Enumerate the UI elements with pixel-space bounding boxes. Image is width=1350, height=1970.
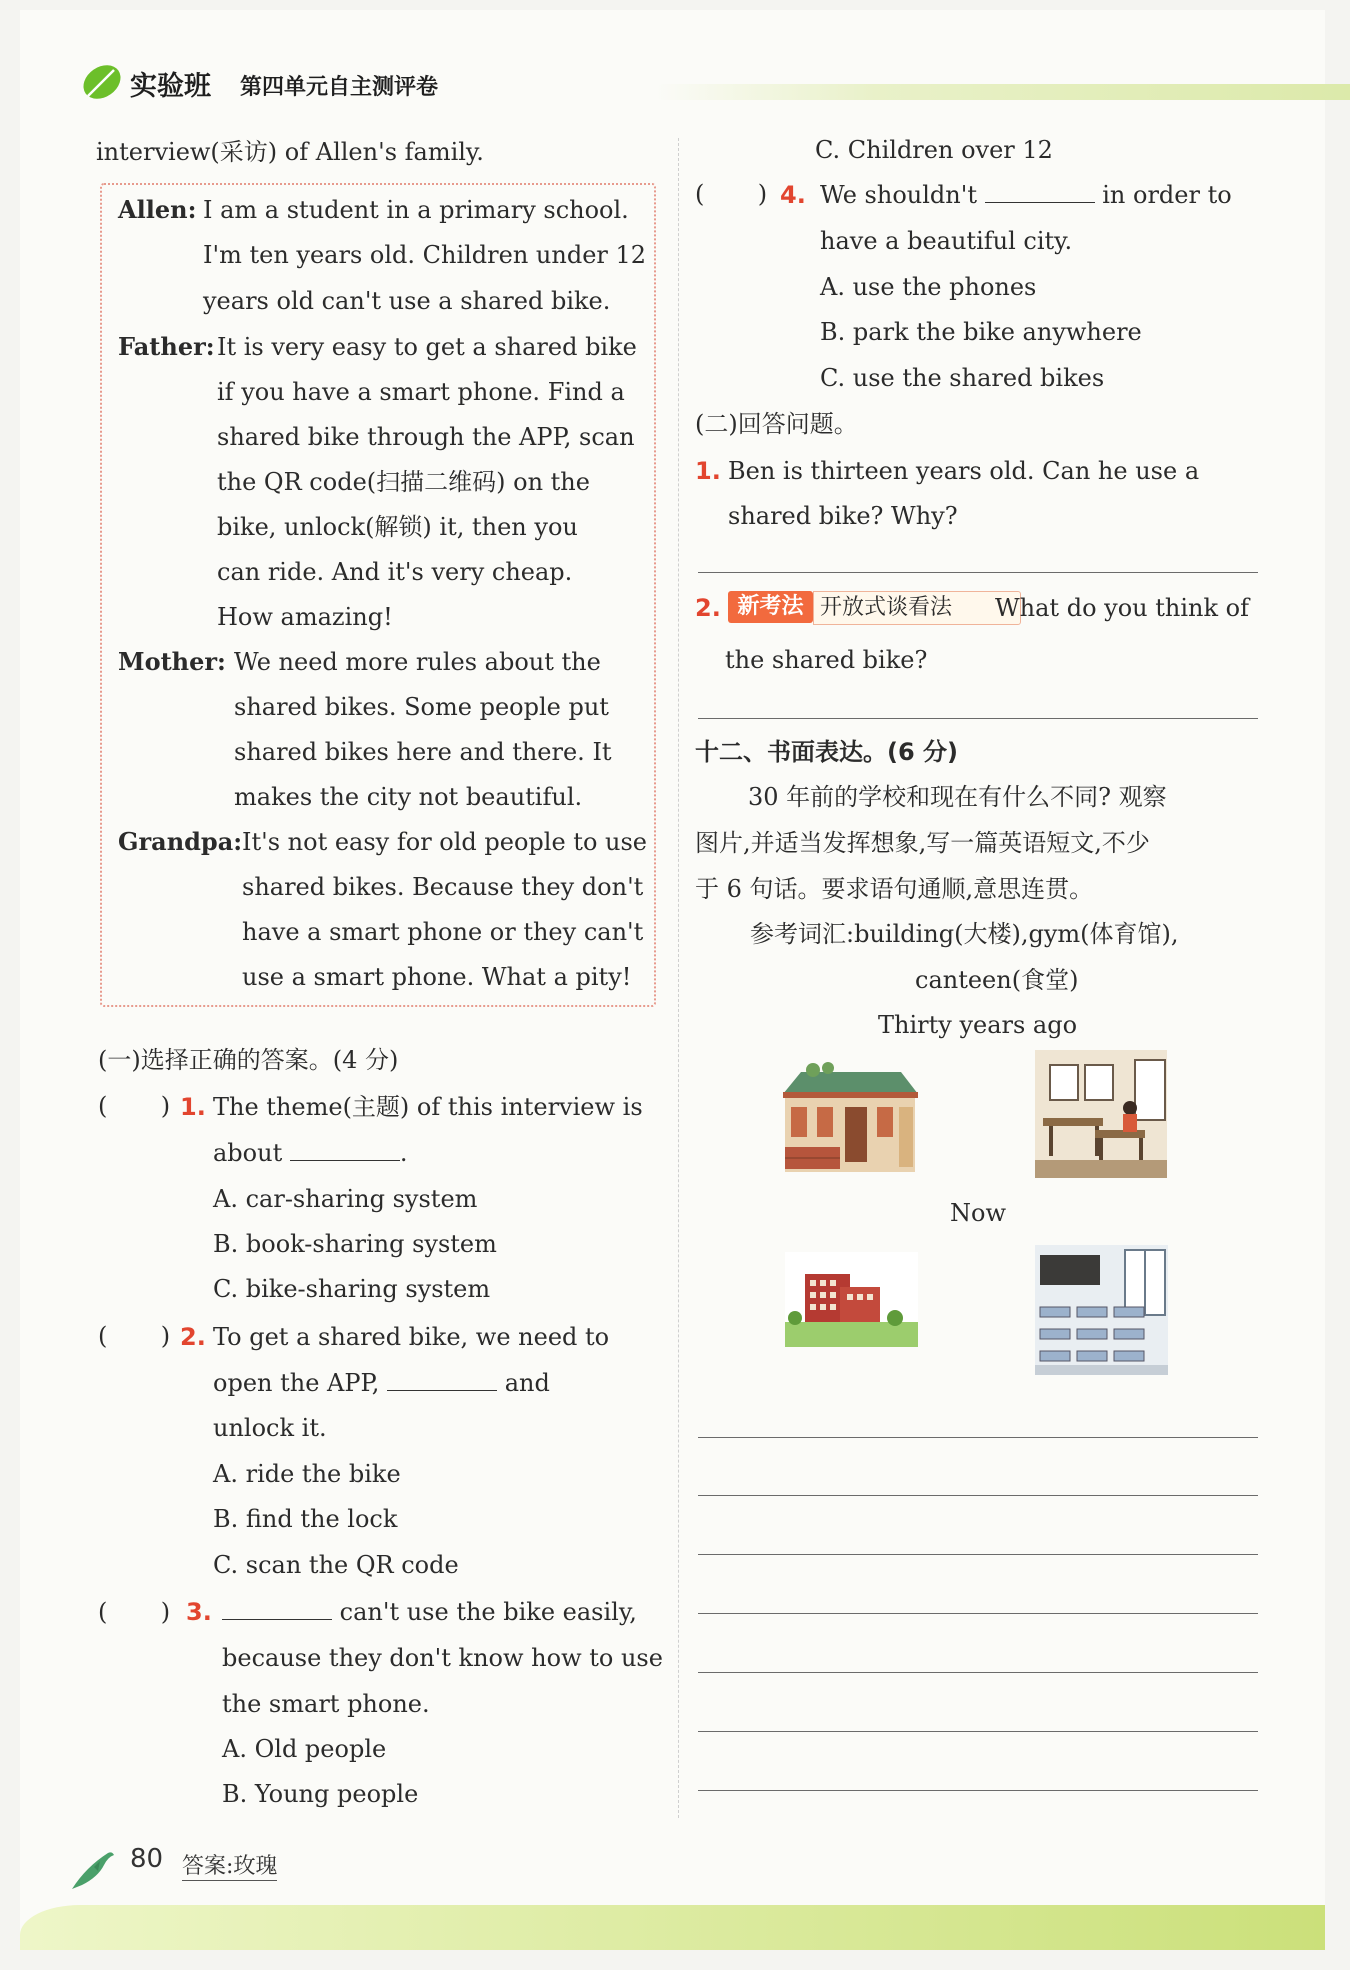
dialog-line: bike, unlock(解锁) it, then you (217, 513, 578, 541)
option-c: C. use the shared bikes (820, 364, 1105, 392)
dialog-line: if you have a smart phone. Find a (217, 378, 625, 406)
answer-paren[interactable]: ( ) (98, 1092, 171, 1120)
dialog-line: shared bikes. Some people put (234, 693, 609, 721)
option-a: A. use the phones (820, 273, 1037, 301)
question-stem: open the APP, and (213, 1369, 550, 1397)
answer-blank[interactable] (387, 1370, 497, 1391)
writing-line[interactable] (698, 1790, 1258, 1791)
section2-heading: (二)回答问题。 (695, 410, 858, 438)
label-thirty-years-ago: Thirty years ago (878, 1011, 1078, 1039)
dialog-line: have a smart phone or they can't (242, 918, 644, 946)
writing-line[interactable] (698, 1495, 1258, 1496)
question-stem: To get a shared bike, we need to (213, 1323, 610, 1351)
dialog-line: I am a student in a primary school. (203, 196, 629, 224)
question-text: What do you think of (995, 594, 1249, 622)
dialog-line: shared bikes here and there. It (234, 738, 612, 766)
question-number: 1. (180, 1093, 206, 1121)
question-stem: We shouldn't in order to (820, 181, 1232, 209)
label-now: Now (950, 1199, 1006, 1227)
instruction-line: 图片,并适当发挥想象,写一篇英语短文,不少 (695, 829, 1150, 857)
leaf-logo-icon (80, 62, 124, 102)
dialog-line: It is very easy to get a shared bike (217, 333, 637, 361)
option-c: C. bike-sharing system (213, 1275, 491, 1303)
dialog-line: It's not easy for old people to use (242, 828, 647, 856)
option-b: B. find the lock (213, 1505, 398, 1533)
dialog-line: the QR code(扫描二维码) on the (217, 468, 590, 496)
question-stem: about . (213, 1139, 408, 1167)
vocab-line: canteen(食堂) (915, 966, 1079, 994)
new-method-tag: 新考法 (728, 591, 813, 623)
header-bar (655, 84, 1350, 100)
option-a: A. car-sharing system (213, 1185, 478, 1213)
option-c: C. scan the QR code (213, 1551, 459, 1579)
logo-text: 实验班 (130, 71, 211, 102)
answer-paren[interactable]: ( ) (695, 180, 768, 208)
new-school-building-image (785, 1252, 918, 1347)
question-number: 2. (180, 1323, 206, 1351)
option-b: B. park the bike anywhere (820, 318, 1142, 346)
speaker-mother: Mother: (118, 647, 226, 676)
option-a: A. Old people (222, 1735, 387, 1763)
question-text: shared bike? Why? (728, 502, 958, 530)
question-number: 2. (695, 594, 721, 622)
answer-key: 答案:玫瑰 (182, 1849, 277, 1881)
footer-bar (20, 1905, 1325, 1950)
answer-blank[interactable] (290, 1140, 400, 1161)
writing-line[interactable] (698, 1731, 1258, 1732)
dialog-line: How amazing! (217, 603, 393, 631)
answer-paren[interactable]: ( ) (98, 1598, 171, 1626)
dolphin-icon (68, 1845, 118, 1895)
writing-line[interactable] (698, 1672, 1258, 1673)
speaker-allen: Allen: (118, 195, 197, 224)
intro-text: interview(采访) of Allen's family. (96, 138, 484, 166)
answer-line[interactable] (698, 718, 1258, 719)
old-school-building-image (783, 1062, 918, 1177)
dialog-line: shared bike through the APP, scan (217, 423, 635, 451)
question-stem: the smart phone. (222, 1690, 430, 1718)
dialog-line: We need more rules about the (234, 648, 601, 676)
column-divider (678, 138, 679, 1818)
old-classroom-image (1035, 1050, 1167, 1178)
answer-line[interactable] (698, 572, 1258, 573)
writing-line[interactable] (698, 1613, 1258, 1614)
section1-heading: (一)选择正确的答案。(4 分) (98, 1046, 399, 1074)
question-number: 3. (186, 1598, 212, 1626)
answer-blank[interactable] (222, 1599, 332, 1620)
question-text: Ben is thirteen years old. Can he use a (728, 457, 1200, 485)
header (80, 60, 1300, 110)
question-number: 1. (695, 457, 721, 485)
writing-line[interactable] (698, 1437, 1258, 1438)
option-b: B. Young people (222, 1780, 419, 1808)
answer-blank[interactable] (985, 182, 1095, 203)
dialog-line: can ride. And it's very cheap. (217, 558, 573, 586)
open-opinion-tag: 开放式谈看法 (813, 591, 1021, 625)
question-stem: The theme(主题) of this interview is (213, 1093, 643, 1121)
question-stem: can't use the bike easily, (222, 1595, 637, 1629)
dialog-line: makes the city not beautiful. (234, 783, 583, 811)
question-stem: unlock it. (213, 1414, 327, 1442)
question-stem: have a beautiful city. (820, 227, 1073, 255)
option-a: A. ride the bike (213, 1460, 401, 1488)
speaker-grandpa: Grandpa: (118, 827, 243, 856)
question-stem: because they don't know how to use (222, 1644, 663, 1672)
new-classroom-image (1035, 1245, 1168, 1375)
option-b: B. book-sharing system (213, 1230, 497, 1258)
question-text: the shared bike? (725, 646, 928, 674)
instruction-line: 30 年前的学校和现在有什么不同? 观察 (748, 783, 1167, 811)
instruction-line: 于 6 句话。要求语句通顺,意思连贯。 (695, 875, 1094, 903)
writing-line[interactable] (698, 1554, 1258, 1555)
dialog-line: years old can't use a shared bike. (203, 287, 611, 315)
speaker-father: Father: (118, 332, 215, 361)
dialog-line: I'm ten years old. Children under 12 (203, 241, 647, 269)
option-c: C. Children over 12 (815, 136, 1053, 164)
answer-paren[interactable]: ( ) (98, 1322, 171, 1350)
section12-heading: 十二、书面表达。(6 分) (695, 738, 958, 766)
page-number: 80 (130, 1844, 164, 1874)
dialog-line: shared bikes. Because they don't (242, 873, 644, 901)
vocab-line: 参考词汇:building(大楼),gym(体育馆), (750, 920, 1179, 948)
question-number: 4. (780, 181, 806, 209)
dialog-line: use a smart phone. What a pity! (242, 963, 632, 991)
page-title: 第四单元自主测评卷 (240, 75, 439, 100)
